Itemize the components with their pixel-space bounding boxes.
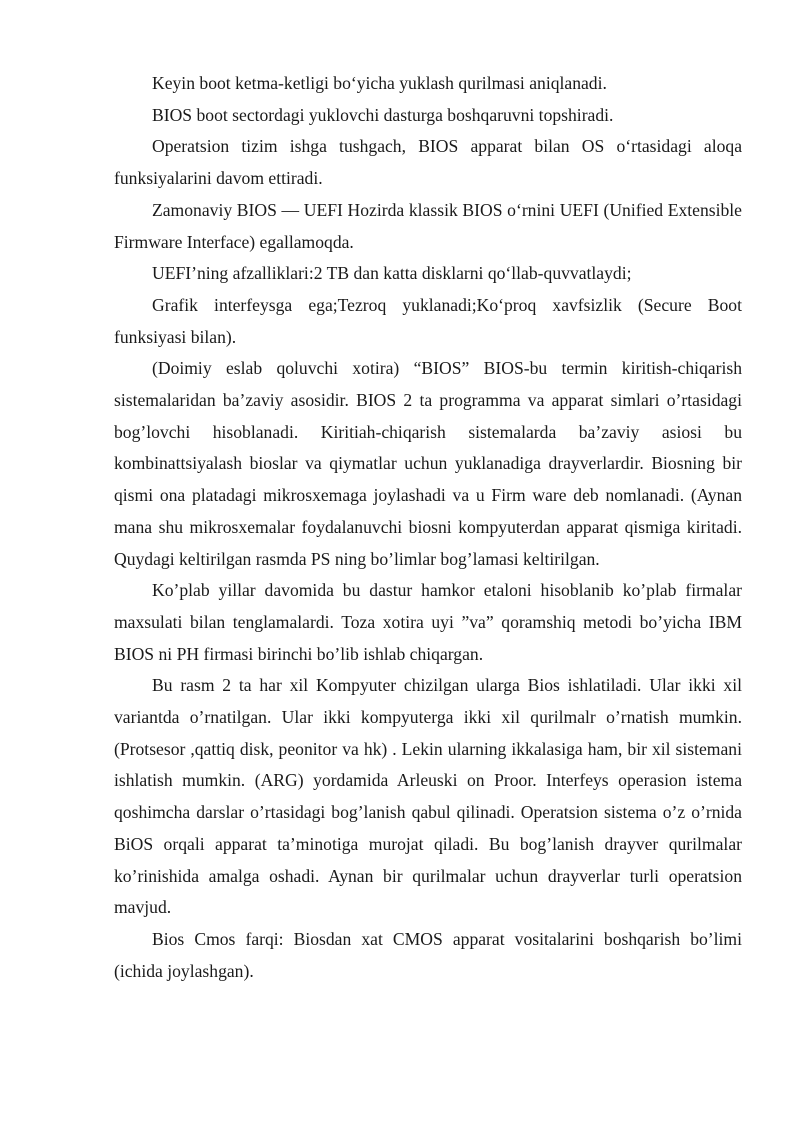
paragraph: Operatsion tizim ishga tushgach, BIOS apparat bilan OS o‘rtasidagi aloqa funksiyalarini davom ettiradi. <box>114 136 742 189</box>
paragraph: UEFI’ning afzalliklari:2 TB dan katta disklarni qo‘llab-quvvatlaydi; <box>152 263 632 284</box>
paragraph: Ko’plab yillar davomida bu dastur hamkor etaloni hisoblanib ko’plab firmalar maxsulati bilan tenglamalardi. Toza xotira uyi ”va” qoramshiq metodi bo’yicha IBM BIOS ni PH firmasi birinchi bo’lib ishlab chiqargan. <box>114 580 742 664</box>
paragraph: Bios Cmos farqi: Biosdan xat CMOS apparat vositalarini boshqarish bo’limi (ichida joylashgan). <box>114 928 742 981</box>
paragraph: Bu rasm 2 ta har xil Kompyuter chizilgan ularga Bios ishlatiladi. Ular ikki xil variantda o’rnatilgan. Ular ikki kompyuterga ikki xil qurilmalr o’rnatish mumkin. (Protsesor ,qattiq disk, peonitor va hk) . Lekin ularning ikkalasiga ham, bir xil sistemani ishlatish mumkin. (ARG) yordamida Arleuski on Proor. Interfeys operasion istema qoshimcha darslar o’rtasidagi bog’lanish qabul qilinadi. Operatsion sistema o’z o’rnida BiOS orqali apparat ta’minotiga murojat qiladi. Bu bog’lanish drayver qurilmalar ko’rinishida amalga oshadi. Aynan bir qurilmalar uchun drayverlar turli operatsion mavjud. <box>114 675 742 918</box>
document-body <box>114 68 742 987</box>
paragraph: Zamonaviy BIOS — UEFI Hozirda klassik BIOS o‘rnini UEFI (Unified Extensible Firmware Interface) egallamoqda. <box>114 199 742 252</box>
paragraph: Grafik interfeysga ega;Tezroq yuklanadi;Ko‘proq xavfsizlik (Secure Boot funksiyasi bilan). <box>114 294 742 347</box>
paragraph: (Doimiy eslab qoluvchi xotira) “BIOS” BIOS-bu termin kiritish-chiqarish sistemalaridan ba’zaviy asosidir. BIOS 2 ta programma va apparat simlari o’rtasidagi bog’lovchi hisoblanadi. Kiritiah-chiqarish sistemalarda ba’zaviy asiosi bu kombinattsiyalash bioslar va qiymatlar uchun yuklanadiga drayverlardir. Biosning bir qismi ona platadagi mikrosxemaga joylashadi va u Firm ware deb nomlanadi. (Aynan mana shu mikrosxemalar foydalanuvchi biosni kompyuterdan apparat qismiga kiritadi. Quydagi keltirilgan rasmda PS ning bo’limlar bog’lamasi keltirilgan. <box>114 358 742 569</box>
paragraph: Keyin boot ketma-ketligi bo‘yicha yuklash qurilmasi aniqlanadi. <box>152 73 607 93</box>
paragraph: BIOS boot sectordagi yuklovchi dasturga boshqaruvni topshiradi. <box>152 104 614 125</box>
